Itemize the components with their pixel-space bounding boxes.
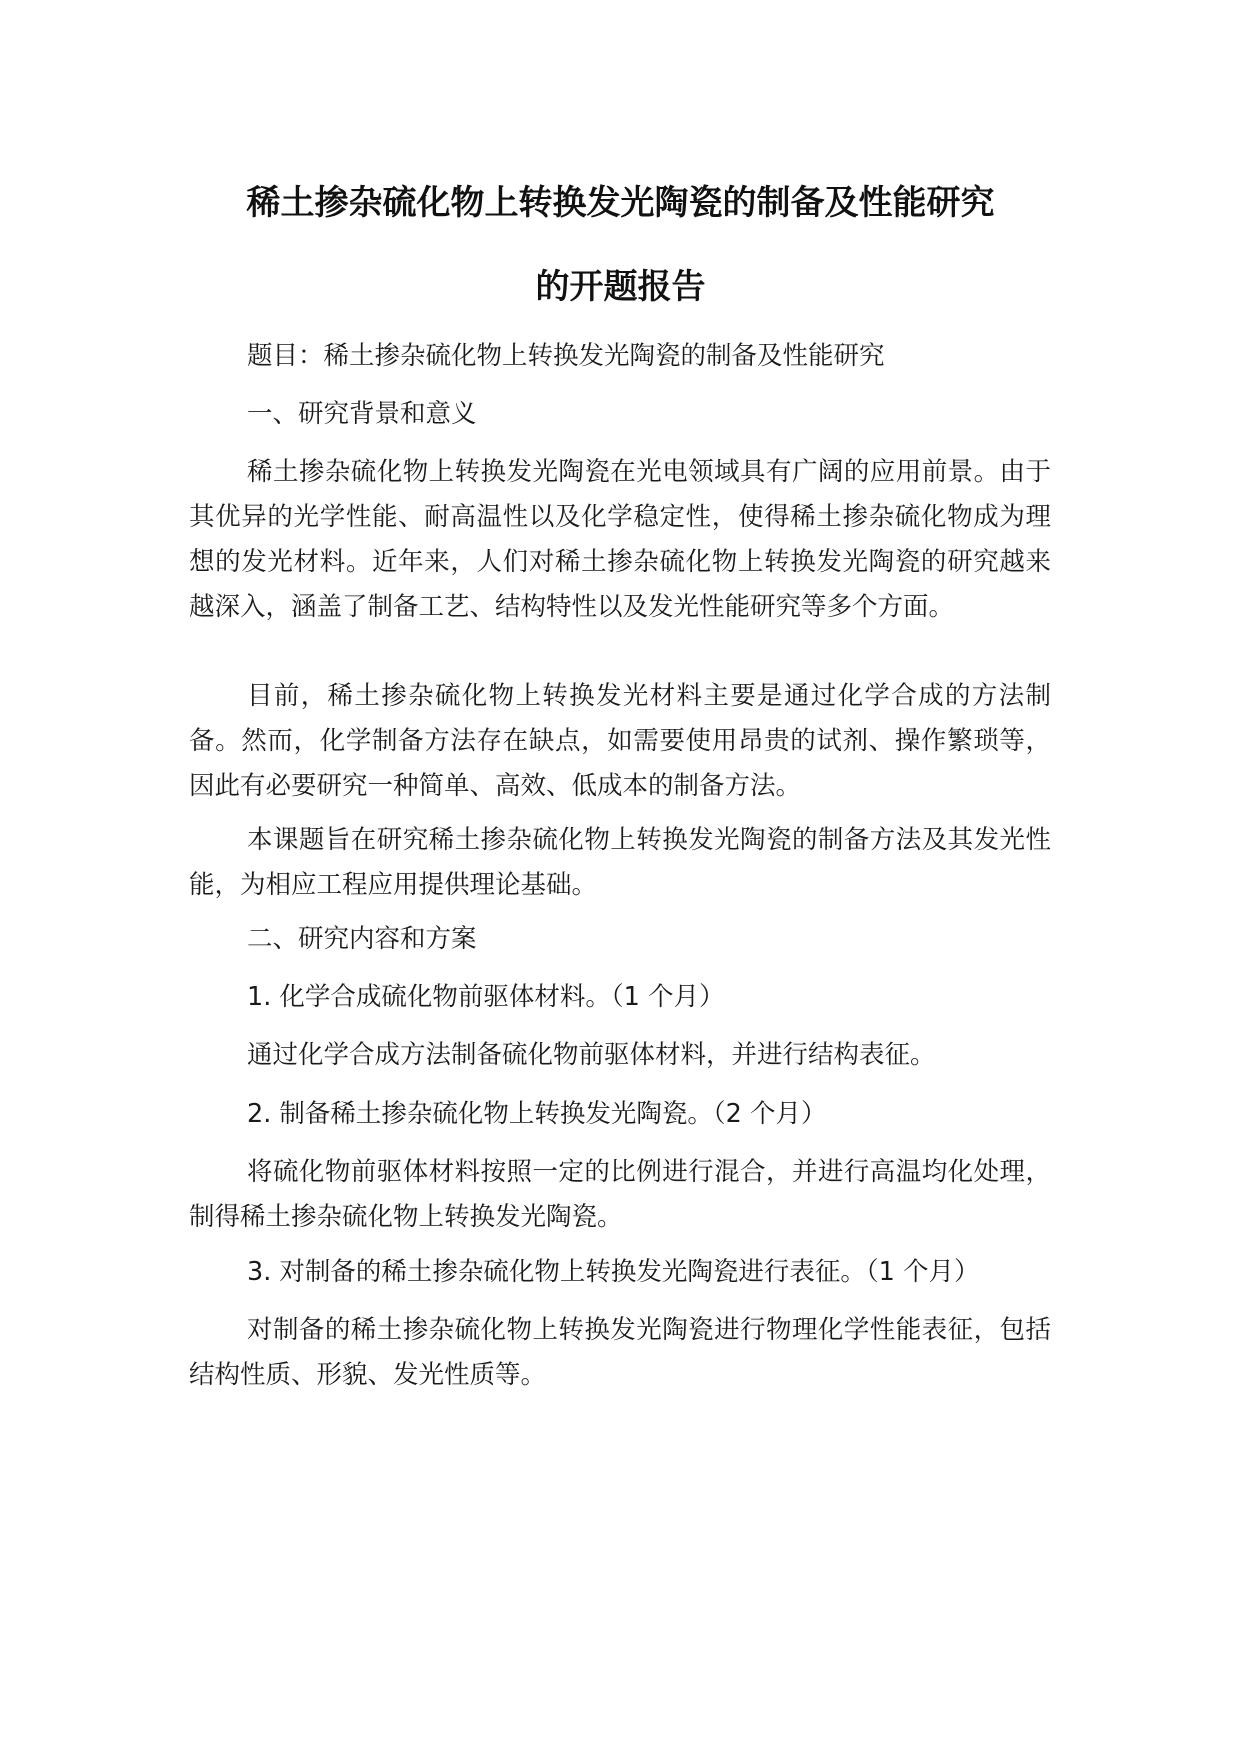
background-paragraph-1: 稀土掺杂硫化物上转换发光陶瓷在光电领域具有广阔的应用前景。由于其优异的光学性能、耐高温性以及化学稳定性，使得稀土掺杂硫化物成为理想的发光材料。近年来，人们对稀土掺杂硫化物上转换发光陶瓷的研究越来越深入，涵盖了制备工艺、结构特性以及发光性能研究等多个方面。 [189,457,1051,622]
item-3-description: 对制备的稀土掺杂硫化物上转换发光陶瓷进行物理化学性能表征，包括结构性质、形貌、发光性质等。 [189,1315,1051,1390]
section-heading-background: 一、研究背景和意义 [247,399,477,429]
item-3-title: 3. 对制备的稀土掺杂硫化物上转换发光陶瓷进行表征。（1 个月） [247,1257,980,1287]
item-1-description: 通过化学合成方法制备硫化物前驱体材料，并进行结构表征。 [247,1040,936,1070]
background-paragraph-3: 本课题旨在研究稀土掺杂硫化物上转换发光陶瓷的制备方法及其发光性能，为相应工程应用提供理论基础。 [189,825,1051,900]
background-paragraph-2: 目前，稀土掺杂硫化物上转换发光材料主要是通过化学合成的方法制备。然而，化学制备方法存在缺点，如需要使用昂贵的试剂、操作繁琐等，因此有必要研究一种简单、高效、低成本的制备方法。 [189,681,1051,801]
document-title-line1: 稀土掺杂硫化物上转换发光陶瓷的制备及性能研究 [246,183,995,223]
document-title-line2: 的开题报告 [535,267,706,307]
item-2-description: 将硫化物前驱体材料按照一定的比例进行混合，并进行高温均化处理，制得稀土掺杂硫化物上转换发光陶瓷。 [189,1157,1051,1232]
item-1-title: 1. 化学合成硫化物前驱体材料。（1 个月） [247,982,725,1012]
section-heading-content: 二、研究内容和方案 [247,924,477,954]
item-2-title: 2. 制备稀土掺杂硫化物上转换发光陶瓷。（2 个月） [247,1099,827,1129]
topic-line: 题目：稀土掺杂硫化物上转换发光陶瓷的制备及性能研究 [247,341,885,371]
